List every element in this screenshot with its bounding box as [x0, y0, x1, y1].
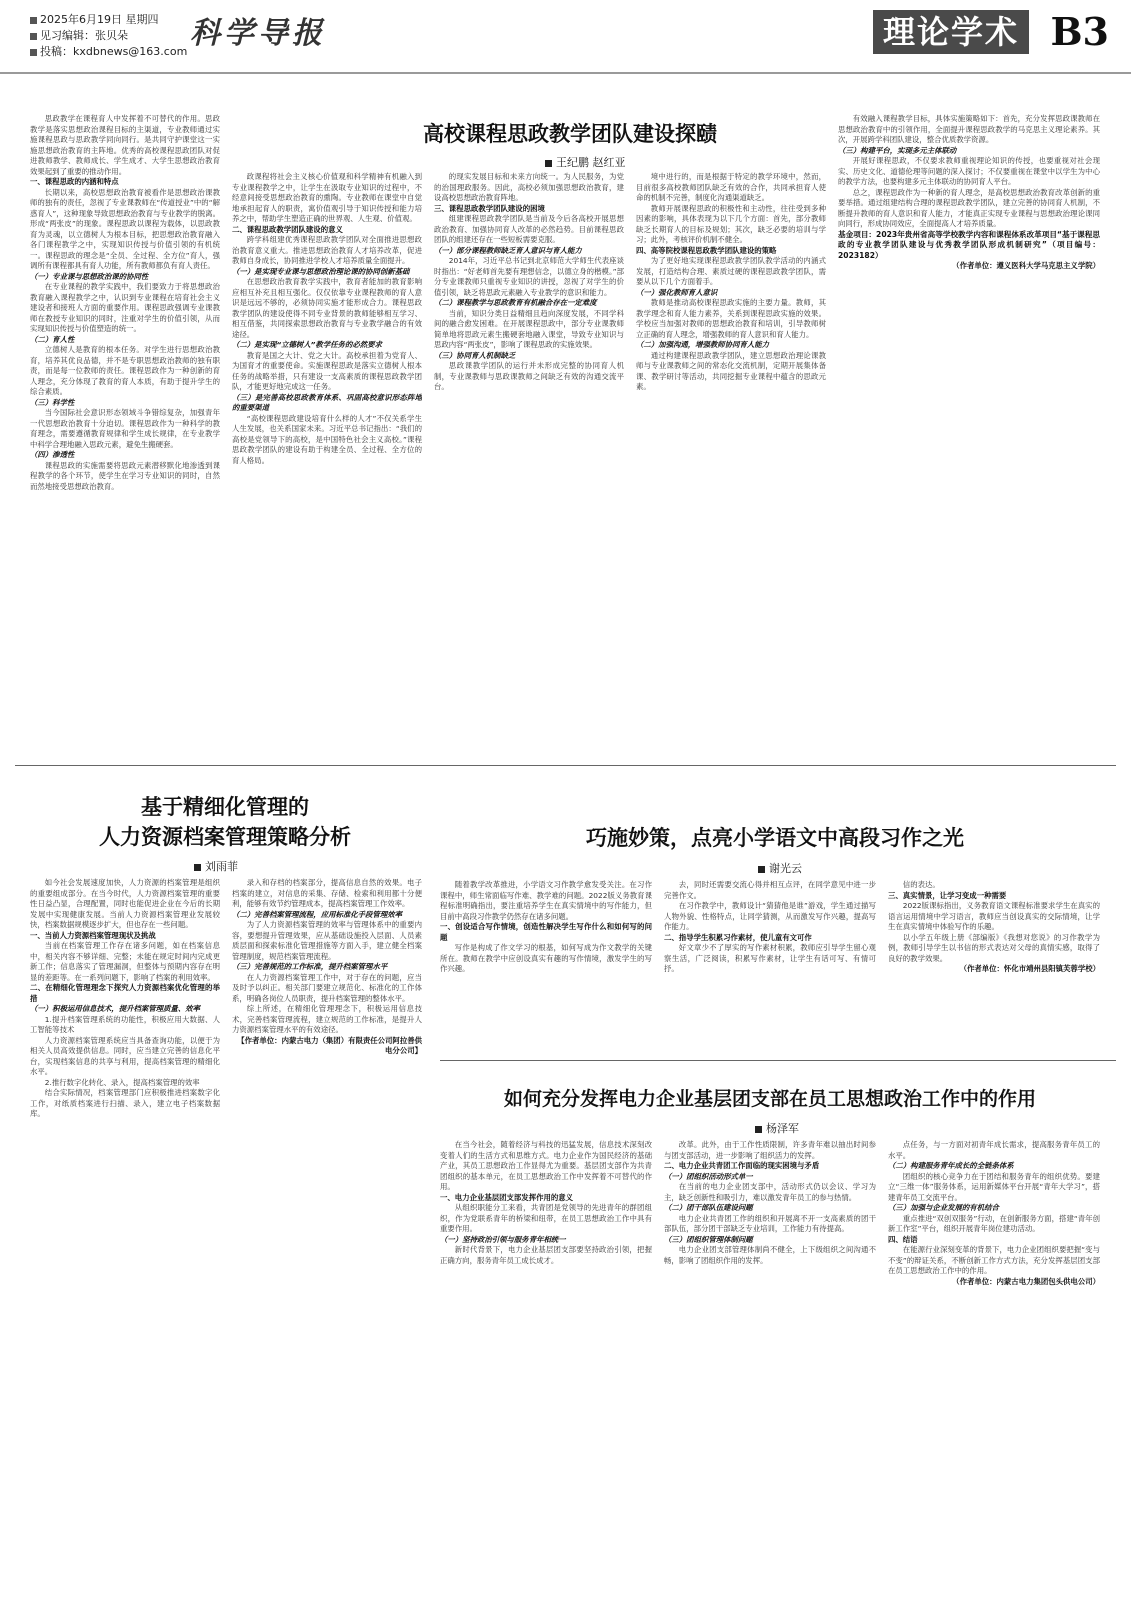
section-label: 理论学术 [873, 10, 1029, 54]
paragraph: 从组织职能分工来看，共青团是党领导的先进青年的群团组织，作为党联系青年的桥梁和纽带，在员工思想政治工作中具有重要作用。 [440, 1203, 652, 1233]
paragraph: 当今国际社会意识形态领域斗争错综复杂，加强青年一代思想政治教育十分迫切。课程思政作为一种科学的教育理念，需要遵循教育规律和学生成长规律，在专业教学中科学合理地融入思政元素，避免生搬硬套。 [30, 408, 220, 449]
editor-credit: 见习编辑：张贝朵 [40, 29, 128, 42]
paragraph: 好文章少不了厚实的写作素材积累，教师应引导学生留心观察生活，广泛阅读，积累写作素材，让学生有话可写、有情可抒。 [664, 943, 876, 973]
paragraph: 组建课程思政教学团队是当前及今后各高校开展思想政治教育、加强协同育人改革的必然趋势。目前课程思政团队的组建还存在一些短板需要克服。 [434, 214, 624, 244]
paragraph: 的现实发展目标和未来方向统一。为人民服务，为党的治国理政服务。因此，高校必须加强思想政治教育，建设高校思想政治教育阵地。 [434, 172, 624, 202]
subsection-heading: （二）加强沟通，增强教师协同育人能力 [636, 340, 770, 349]
subsection-heading: （一）部分课程教师缺乏育人意识与育人能力 [434, 245, 582, 255]
paragraph: 在当前的电力企业团支部中，活动形式仍以会议、学习为主，缺乏创新性和吸引力，难以激发青年员工的参与热情。 [664, 1182, 876, 1202]
paragraph: 思政课教学团队的运行并未形成完整的协同育人机制，专业课教师与思政课教师之间缺乏有效的沟通交流平台。 [434, 361, 624, 391]
article-1-column-5 [838, 114, 1100, 758]
paragraph: 综上所述，在精细化管理理念下，积极运用信息技术，完善档案管理流程，建立规范的工作标准，是提升人力资源档案管理水平的有效途径。 [232, 1004, 422, 1034]
newspaper-logo: 科学导报 [190, 16, 326, 51]
subsection-heading: （三）构建平台，实现多元主体联动 [838, 145, 957, 155]
section-heading: 二、课程思政教学团队建设的意义 [232, 224, 343, 234]
article-1-byline: 王纪鹏 赵红亚 [545, 154, 626, 170]
divider-line [440, 1060, 1116, 1061]
paragraph: 立德树人是教育的根本任务。对学生进行思想政治教育，培养其优良品德，并不是专职思想政治教师的独有职责，而是每一位教师的责任。课程思政作为一种创新的育人理念，充分体现了教育的育人本质，有助于提升学生的综合素质。 [30, 345, 220, 396]
article-2-column-1 [30, 878, 220, 1583]
paragraph: 2.推行数字化转化、录入，提高档案管理的效率 [44, 1077, 200, 1087]
paragraph: 在习作教学中，教师设计“猜猜他是谁”游戏，学生通过描写人物外貌、性格特点，让同学猜测，从而激发写作兴趣，提高写作能力。 [664, 901, 876, 931]
paragraph: 1.提升档案管理系统的功能性，积极应用大数据、人工智能等技术 [30, 1014, 220, 1034]
subsection-heading: （四）渗透性 [30, 450, 75, 459]
subsection-heading: （二）课程教学与思政教育有机融合存在一定难度 [434, 298, 597, 307]
paragraph: 2014年，习近平总书记到北京师范大学师生代表座谈时指出：“好老师首先要有理想信念，以德立身的楷模。”部分专业课教师只重视专业知识的讲授，忽视了对学生的价值引领，缺乏将思政元素融入专业教学的意识和能力。 [434, 256, 624, 297]
paragraph: 当前，知识分类日益精细且趋向深度发展，不同学科间的融合愈发困难。在开展课程思政中，部分专业课教师简单地将思政元素生搬硬套地融入课堂，导致专业知识与思政内容“两张皮”，影响了课程思政的实施效果。 [434, 308, 624, 349]
subsection-heading: （一）团组织活动形式单一 [664, 1171, 753, 1181]
article-3-column-3 [888, 880, 1100, 1052]
paragraph: 结合实际情况，档案管理部门应积极推进档案数字化工作，对纸质档案进行扫描、录入，建立电子档案数据库。 [30, 1088, 220, 1118]
paragraph: 教师是推动高校课程思政实施的主要力量。教师，其教学理念和育人能力素养，关系到课程思政实施的效果。学校应当加强对教师的思想政治教育和培训，引导教师树立正确的育人理念，增强教师的育人意识和育人能力。 [636, 298, 826, 339]
paragraph: 团组织的核心竞争力在于团结和服务青年的组织优势。要建立“三维一体”服务体系，运用新媒体平台开展“青年大学习”，搭建青年员工交流平台。 [888, 1171, 1100, 1202]
subsection-heading: （三）加强与企业发展的有机结合 [888, 1203, 999, 1212]
article-4-column-2 [664, 1140, 876, 1583]
subsection-heading: （二）构建服务青年成长的全链条体系 [888, 1161, 1014, 1170]
section-heading: 一、课程思政的内涵和特点 [30, 177, 119, 186]
submission-email: 投稿：kxdbnews@163.com [40, 45, 188, 58]
article-2-column-2 [232, 878, 422, 1583]
article-3-column-1 [440, 880, 652, 1052]
paragraph: 信的表达。 [902, 880, 940, 889]
article-1-column-2 [232, 172, 422, 758]
paragraph: 教育是国之大计、党之大计。高校承担着为党育人、为国育才的重要使命。实施课程思政是落实立德树人根本任务的战略举措，只有建设一支高素质的课程思政教学团队，才能更好地完成这一任务。 [232, 350, 422, 391]
section-heading: 四、高等院校课程思政教学团队建设的策略 [636, 245, 777, 255]
paragraph: 当前在档案管理工作存在诸多问题，如在档案信息中，相关内容不够详细、完整；未能在规定时间内完成更新工作；信息落实了管理漏洞，但整体与预期内容存在明显的差距等。在一系列问题下，影响了档案的利用效率。 [30, 941, 220, 982]
paragraph: “高校课程思政建设培育什么样的人才”不仅关系学生人生发展，也关系国家未来。习近平总书记指出：“我们的高校是党领导下的高校，是中国特色社会主义高校。”课程思政教学团队的建设有助于构建全员、全过程、全方位的育人格局。 [232, 413, 422, 465]
section-heading: 四、结语 [888, 1234, 918, 1244]
subsection-heading: （三）科学性 [30, 397, 75, 407]
paragraph: 通过构建课程思政教学团队，建立思想政治理论课教师与专业课教师之间的常态化交流机制，定期开展集体备课、教学研讨等活动，共同挖掘专业课程中蕴含的思政元素。 [636, 350, 826, 391]
article-2-title-line-1: 基于精细化管理的 [141, 795, 309, 819]
section-heading: 一、电力企业基层团支部发挥作用的意义 [440, 1192, 574, 1202]
subsection-heading: （三）协同育人机制缺乏 [434, 350, 516, 360]
paragraph: 为了人力资源档案管理的效率与管理体系中的重要内容，要想提升管理效果，应从基础设施投入层面、人员素质层面和探索标准化管理措施等方面入手，建立健全档案管理制度，规范档案管理流程。 [232, 920, 422, 961]
paragraph: 境中进行的，而是根据于特定的教学环境中，然而，目前很多高校教师团队缺乏有效的合作，共同承担育人使命的机制不完善，制度化沟通渠道缺乏。 [636, 172, 826, 202]
section-heading: 二、指导学生积累习作素材，使儿童有文可作 [664, 932, 812, 942]
article-1-column-3 [434, 172, 624, 758]
subsection-heading: （二）团干部队伍建设问题 [664, 1203, 753, 1212]
paragraph: 总之，课程思政作为一种新的育人理念，是高校思想政治教育改革创新的重要举措。通过组建结构合理的课程思政教学团队，建立完善的协同育人机制，不断提升教师的育人意识和育人能力，才能真正实现专业课程与思想政治理论课同向同行，形成协同效应，全面提高人才培养质量。 [838, 187, 1100, 228]
article-2-title [30, 792, 420, 852]
section-heading: 三、真实情景，让学习变成一种需要 [888, 890, 1007, 900]
section-heading: 二、在精细化管理理念下探究人力资源档案优化管理的举措 [30, 983, 220, 1003]
paragraph: 点任务，与一方面对初青年成长需求，提高服务青年员工的水平。 [888, 1140, 1100, 1160]
paragraph: 跨学科组建优秀课程思政教学团队对全面推进思想政治教育意义重大。推进思想政治教育人才培养改革，促进教师自身成长，协同推进学校人才培养质量全面提升。 [232, 235, 422, 265]
paragraph: 写作是构成了作文学习的根基，如何写成为作文教学的关键所在。教师在教学中应创设真实有趣的写作情境，激发学生的写作兴趣。 [440, 943, 652, 973]
article-3-byline: 谢光云 [758, 860, 802, 876]
paragraph: 教师开展课程思政的积极性和主动性，往往受到多种因素的影响，具体表现为以下几个方面：首先，部分教师缺乏长期育人的目标及规划；其次，缺乏必要的培训与学习；此外，考核评价机制不健全。 [636, 203, 826, 244]
article-4-byline: 杨泽军 [755, 1120, 799, 1136]
paragraph: 去，同时还需要交流心得并相互点评，在同学意见中进一步完善作文。 [664, 880, 876, 900]
masthead-info [30, 12, 187, 60]
square-bullet-icon [30, 17, 37, 24]
paragraph: 开展好课程思政，不仅要求教师重视理论知识的传授，也要重视对社会现实、历史文化、道德伦理等问题的深入探讨；不仅要重视在课堂中以学生为中心的教学方法，也要构建多元主体联动的协同育人平台。 [838, 156, 1100, 186]
subsection-heading: （三）是完善高校思政教育体系、巩固高校意识形态阵地的重要渠道 [232, 392, 422, 412]
paragraph: 2022版课标指出，义务教育语文课程标准要求学生在真实的语言运用情境中学习语言，教师应当创设真实的交际情境，让学生在真实情境中体验写作的乐趣。 [888, 901, 1100, 931]
paragraph: 电力企业团支部管理体制尚不健全，上下级组织之间沟通不畅，影响了团组织作用的发挥。 [664, 1245, 876, 1265]
paragraph: 政课程将社会主义核心价值观和科学精神有机融入到专业课程教学之中，让学生在汲取专业知识的过程中，不经意间接受思想政治教育的熏陶。专业教师在课堂中自觉地承担起育人的职责，寓价值观引导于知识传授和能力培养之中，帮助学生塑造正确的世界观、人生观、价值观。 [232, 172, 422, 223]
paragraph: 思政教学在课程育人中发挥着不可替代的作用。思政教学是落实思想政治课程目标的主渠道，专业教师通过实施课程思政与思政教学同向同行。是共同守护课堂这一实施思想政治教育的主阵地。优秀的高校课程思政团队对促进教师教学、教师成长、学生成才、大学生思想政治教育效果起到了重要的推动作用。 [30, 114, 220, 176]
paragraph: 课程思政的实施需要将思政元素潜移默化地渗透到课程教学的各个环节，使学生在学习专业知识的同时，自然而然地接受思想政治教育。 [30, 460, 220, 491]
section-heading: 一、当前人力资源档案管理现状及挑战 [30, 930, 156, 940]
article-1-title: 高校课程思政教学团队建设探赜 [423, 122, 717, 146]
article-4-column-3 [888, 1140, 1100, 1583]
subsection-heading: （二）是实现“立德树人”教学任务的必然要求 [232, 340, 382, 349]
paragraph: 改革。此外，由于工作性质限制，许多青年难以抽出时间参与团支部活动，进一步影响了组织活力的发挥。 [664, 1140, 876, 1160]
paragraph: 在思想政治教育教学实践中，教育者能加的教育影响应相互补充且相互强化。仅仅依靠专业课程教师的育人意识是远远不够的，必须协同实施才能形成合力。课程思政教学团队的建设使得不同专业背景的教师能够相互学习、相互借鉴，共同探索思想政治教育与专业教学融合的有效途径。 [232, 277, 422, 339]
divider-line [15, 765, 1116, 766]
subsection-heading: （三）团组织管理体制问题 [664, 1234, 753, 1244]
subsection-heading: （二）育人性 [30, 334, 75, 344]
paragraph: 在专业课程的教学实践中，我们要致力于将思想政治教育融入课程教学之中，认识到专业课程在培育社会主义建设者和接班人方面的重要作用。课程思政强调专业课教师在教授专业知识的同时，注重对学生的价值引领，从而实现知识传授与价值塑造的统一。 [30, 282, 220, 333]
subsection-heading: （一）强化教师育人意识 [636, 287, 718, 297]
masthead [0, 0, 1131, 74]
article-4-title: 如何充分发挥电力企业基层团支部在员工思想政治工作中的作用 [503, 1088, 1036, 1110]
article-2-byline: 刘雨菲 [194, 858, 238, 874]
paragraph: 在人力资源档案管理工作中，对于存在的问题，应当及时予以纠正。相关部门要建立规范化、标准化的工作体系，明确各岗位人员职责，提升档案管理的整体水平。 [232, 972, 422, 1003]
article-3-title: 巧施妙策，点亮小学语文中高段习作之光 [586, 826, 964, 850]
section-heading: 三、课程思政教学团队建设的困境 [434, 203, 545, 213]
subsection-heading: （二）完善档案管理流程，应用标准化手段管理效率 [232, 909, 402, 919]
paragraph: 有效融入课程教学目标，具体实施策略如下：首先，充分发挥思政课教师在思想政治教育中的引领作用，全面提升课程思政教学的马克思主义理论素养。其次，开展跨学科团队建设，整合优质教学资源。 [838, 114, 1100, 144]
square-bullet-icon [30, 49, 37, 56]
article-3-column-2 [664, 880, 876, 1052]
article-1-column-4 [636, 172, 826, 758]
square-bullet-icon [30, 33, 37, 40]
author-affiliation: 【作者单位：内蒙古电力（集团）有限责任公司阿拉善供电分公司】 [237, 1035, 422, 1055]
paragraph: 在当今社会，随着经济与科技的迅猛发展，信息技术深刻改变着人们的生活方式和思维方式。电力企业作为国民经济的基础产业，其员工思想政治工作显得尤为重要。基层团支部作为共青团组织的基本单元，在员工思想政治工作中发挥着不可替代的作用。 [440, 1140, 652, 1191]
author-affiliation: （作者单位：内蒙古电力集团包头供电公司） [952, 1276, 1100, 1286]
paragraph: 长期以来，高校思想政治教育被看作是思想政治课教师的独有的责任，忽视了专业课教师在“传道授业”中的“解惑育人”，这种现象导致思想政治教育与专业教学的脱离。形成“两张皮”的现象。课程思政以课程为载体，以思政教育为灵魂，以立德树人为根本目标，把思想政治教育融入各门课程教学之中，实现知识传授与价值引领的有机统一。课程思政的理念是“全员、全过程、全方位”育人，强调所有课程都具有育人功能，所有教师都负有育人责任。 [30, 187, 220, 270]
paragraph: 以小学五年级上册《部编版》《我想对您说》的习作教学为例，教师引导学生以书信的形式表达对父母的真情实感，取得了良好的教学效果。 [888, 932, 1100, 963]
issue-date: 2025年6月19日 星期四 [40, 13, 159, 26]
paragraph: 新时代背景下，电力企业基层团支部要坚持政治引领，把握正确方向，服务青年员工成长成才。 [440, 1245, 652, 1265]
funding-note: 基金项目：2023年贵州省高等学校教学内容和课程体系改革项目“基于课程思政的专业教学团队建设与优秀教学团队形成机制研究”（项目编号：2023182） [838, 229, 1100, 260]
section-heading: 二、电力企业共青团工作面临的现实困境与矛盾 [664, 1161, 820, 1170]
article-2-title-line-2: 人力资源档案管理策略分析 [99, 825, 351, 849]
author-affiliation: （作者单位：怀化市靖州县阳镇芙蓉学校） [959, 964, 1100, 973]
subsection-heading: （三）完善规范的工作标准，提升档案管理水平 [232, 962, 388, 971]
subsection-heading: （一）专业课与思想政治课的协同性 [30, 271, 149, 281]
subsection-heading: （一）是实现专业课与思想政治理论课的协同创新基础 [232, 266, 410, 276]
page-number: B3 [1050, 9, 1109, 54]
article-4-column-1 [440, 1140, 652, 1583]
paragraph: 在能源行业深刻变革的背景下，电力企业团组织要把握“变与不变”的辩证关系，不断创新工作方式方法，充分发挥基层团支部在员工思想政治工作中的作用。 [888, 1245, 1100, 1275]
paragraph: 录入和存档的档案部分，提高信息自然的效果。电子档案的建立，对信息的采集、存储、检索和利用都十分便利，能够有效节约管理成本，提高档案管理工作效率。 [232, 878, 422, 908]
paragraph: 随着教学改革推进，小学语文习作教学愈发受关注。在习作课程中，师生常面临写作难、教学难的问题。2022版义务教育课程标准明确指出，要注重培养学生在真实情境中的写作能力，但目前中高段习作教学仍然存在诸多问题。 [440, 880, 652, 921]
section-heading: 一、创设适合写作情境，创造性解决学生写作什么和如何写的问题 [440, 922, 652, 942]
subsection-heading: （一）坚持政治引领与服务青年相统一 [440, 1234, 566, 1244]
paragraph: 人力资源档案管理系统应当具备查询功能，以便于为相关人员高效提供信息。同时，应当建立完善的信息化平台，实现档案信息的共享与利用，提高档案管理的精细化水平。 [30, 1035, 220, 1076]
paragraph: 为了更好地实现课程思政教学团队教学活动的内涵式发展，打造结构合理、素质过硬的课程思政教学团队，需要从以下几个方面着手。 [636, 256, 826, 286]
article-1-column-1 [30, 114, 220, 758]
paragraph: 重点推进“双创双服务”行动，在创新服务方面，搭建“青年创新工作室”平台，组织开展青年岗位建功活动。 [888, 1213, 1100, 1233]
paragraph: 电力企业共青团工作的组织和开展离不开一支高素质的团干部队伍，部分团干部缺乏专业培训，工作能力有待提高。 [664, 1213, 876, 1233]
author-affiliation: （作者单位：遵义医科大学马克思主义学院） [952, 261, 1100, 270]
subsection-heading: （一）积极运用信息技术，提升档案管理质量、效率 [30, 1004, 200, 1013]
paragraph: 如今社会发展速度加快，人力资源的档案管理是组织的重要组成部分。在当今时代，人力资源档案管理的重要性日益凸显，合理配置，同时也能促进企业在今后的长期发展中实现健康发展。当前人力资源档案管理业发展较快，档案数据规模逐步扩大，但也存在一些问题。 [30, 878, 220, 929]
